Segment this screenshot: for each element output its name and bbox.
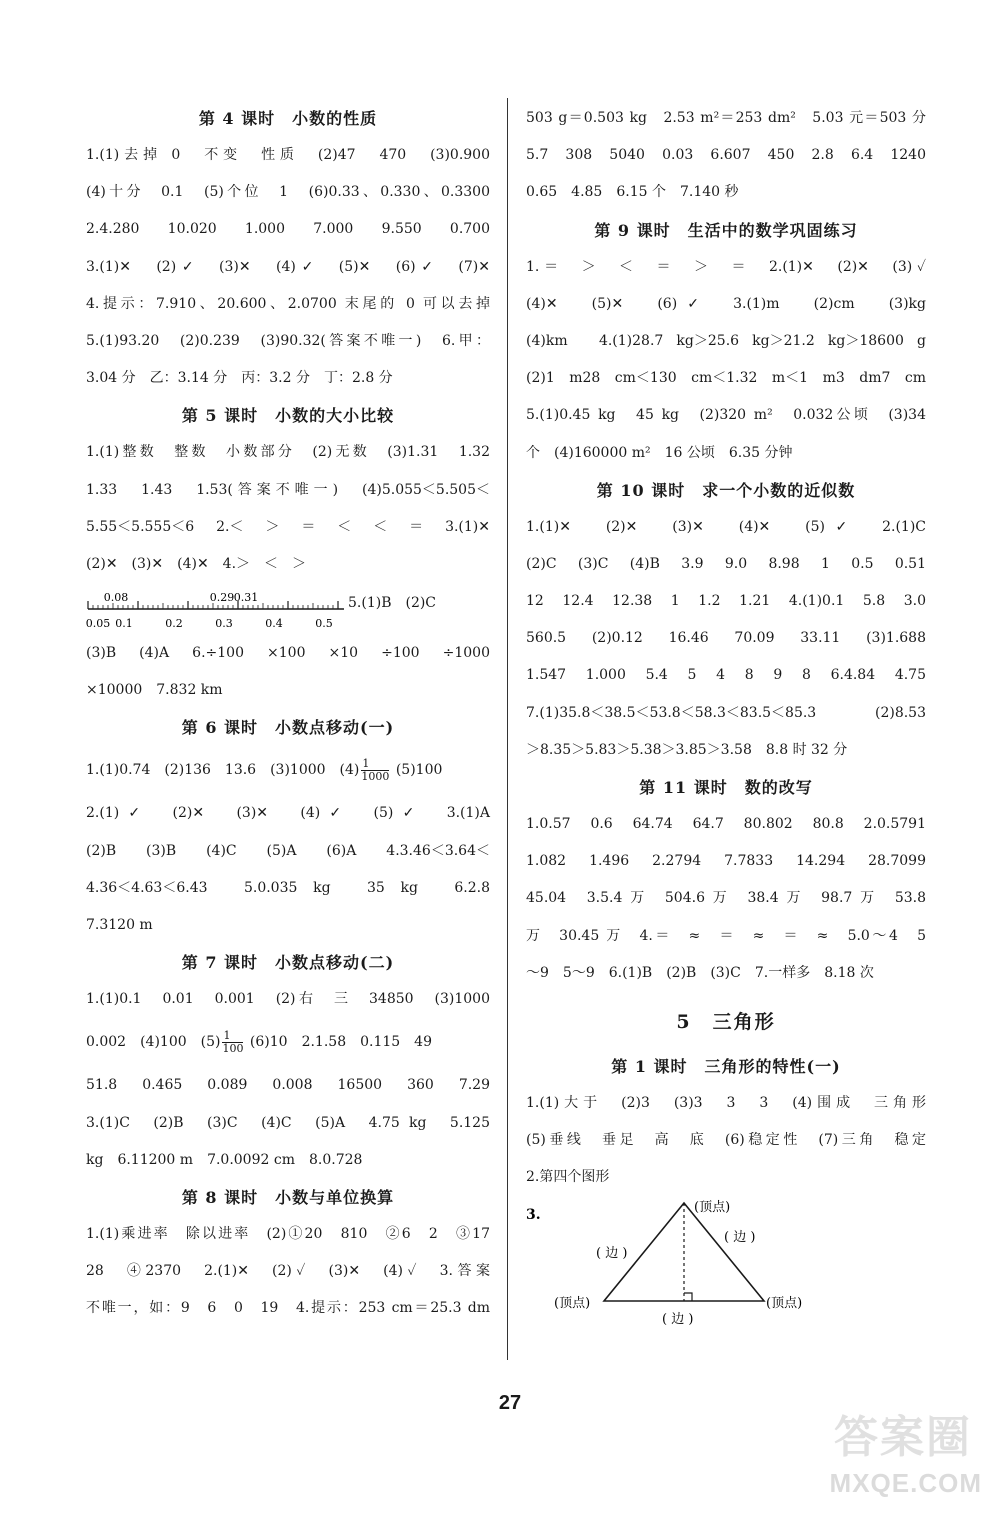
answer-line: 1.(1)大于 (2)3 (3)3 3 3 (4)围成 三角形 [526,1094,926,1111]
answer-line: 3.04 分 乙：3.14 分 丙：3.2 分 丁：2.8 分 [86,370,393,387]
unit-title: 5 三角形 [676,1010,776,1033]
answer-line: (2)1 m28 cm＜130 cm＜1.32 m＜1 m3 dm7 cm [526,370,926,387]
answer-line: ×10000 7.832 km [86,682,223,699]
answer-line: ＞8.35＞5.83＞5.38＞3.85＞3.58 8.8 时 32 分 [526,741,848,758]
left-side-label: ( 边 ) [596,1245,628,1261]
number-line-top-label: 0.08 [103,591,129,605]
answer-line: 1.(1)乘进率 除以进率 (2)①20 810 ②6 2 ③17 [86,1225,490,1242]
right-vertex-label: (顶点) [766,1295,803,1311]
section-title-6: 第 6 课时 小数点移动(一) [181,718,395,738]
answer-line: 503 g＝0.503 kg 2.53 m²＝253 dm² 5.03 元＝503 分 [526,110,926,126]
answer-line: 4.提示：7.910、20.600、2.0700 末尾的 0 可以去掉 [86,295,490,312]
watermark-site: MXQE.COM [829,1468,982,1498]
answer-line: 1.082 1.496 2.2794 7.7833 14.294 28.7099 [526,853,926,870]
section-title-7: 第 7 课时 小数点移动(二) [181,953,395,973]
answer-line: 3.(1)✕ (2)✓ (3)✕ (4)✓ (5)✕ (6)✓ (7)✕ [86,258,490,275]
answer-text: (5)100 [395,762,443,779]
answer-line: (4)✕ (5)✕ (6)✓ 3.(1)m (2)cm (3)kg [526,295,926,312]
answer-line: 1.(1)0.1 0.01 0.001 (2)右 三 34850 (3)1000 [86,991,490,1008]
answer-line: 12 12.4 12.38 1 1.2 1.21 4.(1)0.1 5.8 3.0 [526,593,926,610]
section-title-5: 第 5 课时 小数的大小比较 [181,406,395,426]
question-number: 3. [526,1206,541,1223]
number-line-bottom-label: 0.05 [85,617,111,631]
number-line-bottom-label: 0.4 [265,617,283,631]
answer-line: 5.(1)0.45 kg 45 kg (2)320 m² 0.032公顷 (3)34 [526,407,926,424]
fraction-denominator: 100 [222,1041,244,1055]
answer-line: 万 30.45 万 4.＝ ≈ ＝ ≈ ＝ ≈ 5.0～4 5 [526,927,926,944]
answer-line: (2)C (3)C (4)B 3.9 9.0 8.98 1 0.5 0.51 [526,555,926,572]
answer-line: 2.第四个图形 [526,1169,610,1186]
number-line-figure [86,589,490,633]
fraction-numerator: 1 [222,1030,243,1043]
section-title-t1: 第 1 课时 三角形的特性(一) [611,1056,841,1076]
answer-line: (4)十分 0.1 (5)个位 1 (6)0.33、0.330、0.3300 [86,184,490,201]
section-title-9: 第 9 课时 生活中的数学巩固练习 [594,220,858,240]
number-line-bottom-label: 0.1 [115,617,133,631]
section-title-11: 第 11 课时 数的改写 [639,778,813,797]
answer-text: (6)10 2.1.58 0.115 49 [249,1034,432,1051]
number-line-bottom-label: 0.2 [165,617,183,631]
fraction-numerator: 1 [361,758,389,771]
unit-heading [526,996,926,1048]
answer-line: 28 ④2370 2.(1)✕ (2)✓ (3)✕ (4)✓ 3.答案 [86,1263,490,1280]
answer-line: 1.(1)整数 整数 小数部分 (2)无数 (3)1.31 1.32 [86,444,490,461]
triangle-figure [526,1197,926,1327]
fraction [361,758,389,783]
answer-line: 1.547 1.000 5.4 5 4 8 9 8 6.4.84 4.75 [526,667,926,684]
answer-line: 2.(1)✓ (2)✕ (3)✕ (4)✓ (5)✓ 3.(1)A [86,805,490,822]
page-number: 27 [498,1392,522,1414]
answer-line: 0.65 4.85 6.15 个 7.140 秒 [526,184,739,201]
number-line-bottom-label: 0.5 [315,617,333,631]
answer-line: 3.(1)C (2)B (3)C (4)C (5)A 4.75 kg 5.125 [86,1114,490,1131]
fraction [222,1030,243,1055]
watermark [802,1397,992,1507]
answer-line: 51.8 0.465 0.089 0.008 16500 360 7.29 [86,1077,490,1094]
section-title-8: 第 8 课时 小数与单位换算 [181,1187,395,1207]
answer-line: 个 (4)160000 m² 16 公顷 6.35 分钟 [526,444,793,461]
answer-line: 不唯一，如：9 6 0 19 4.提示：253 cm＝25.3 dm [86,1300,490,1317]
left-column [86,100,490,1328]
answer-line: 1.33 1.43 1.53(答案不唯一) (4)5.055＜5.505＜ [86,481,490,498]
answer-line [86,746,490,795]
left-vertex-label: (顶点) [554,1295,591,1311]
answer-line: 45.04 3.5.4 万 504.6 万 38.4 万 98.7 万 53.8 [526,890,926,907]
number-line [86,589,346,633]
right-column [526,100,926,1327]
answer-line: 5.7 308 5040 0.03 6.607 450 2.8 6.4 1240 [526,147,926,164]
fraction-denominator: 1000 [361,769,390,783]
answer-line: (3)B (4)A 6.÷100 ×100 ×10 ÷100 ÷1000 [86,645,490,662]
watermark-logo: 答案圈 [834,1412,972,1463]
answer-line: 5.(1)93.20 (2)0.239 (3)90.32(答案不唯一) 6.甲： [86,332,490,349]
base-label: ( 边 ) [662,1311,694,1327]
answer-line: 7.3120 m [86,917,153,933]
answer-line: 2.4.280 10.020 1.000 7.000 9.550 0.700 [86,221,490,238]
answer-text: 0.002 (4)100 (5) [86,1034,221,1051]
answer-line: 1.0.57 0.6 64.74 64.7 80.802 80.8 2.0.5791 [526,816,926,832]
column-divider [507,98,508,1360]
answer-line: (2)B (3)B (4)C (5)A (6)A 4.3.46＜3.64＜ [86,842,490,859]
answer-line: ～9 5～9 6.(1)B (2)B (3)C 7.一样多 8.18 次 [526,964,874,981]
number-line-top-label: 0.29 [209,591,235,605]
number-line-bottom-label: 0.3 [215,617,233,631]
apex-label: (顶点) [694,1199,731,1215]
number-line-top-label: 0.31 [233,591,259,605]
right-angle-mark [684,1293,692,1301]
answer-line: (4)km 4.(1)28.7 kg＞25.6 kg＞21.2 kg＞18600 g [526,332,926,349]
answer-line: 4.36＜4.63＜6.43 5.0.035 kg 35 kg 6.2.8 [86,879,490,896]
section-title-4: 第 4 课时 小数的性质 [198,109,378,128]
answer-text: 5.(1)B (2)C [348,595,437,612]
answer-line: 1.(1)✕ (2)✕ (3)✕ (4)✕ (5)✓ 2.(1)C [526,518,926,535]
answer-line: (2)✕ (3)✕ (4)✕ 4.＞ ＜ ＞ [86,555,307,572]
answer-line: 1.(1)去掉 0 不变 性质 (2)47 470 (3)0.900 [86,147,490,163]
right-side-label: ( 边 ) [724,1229,756,1245]
answer-line: 5.55＜5.555＜6 2.＜ ＞ ＝ ＜ ＜ ＝ 3.(1)✕ [86,518,490,535]
answer-line: 560.5 (2)0.12 16.46 70.09 33.11 (3)1.688 [526,630,926,647]
answer-line: kg 6.11200 m 7.0.0092 cm 8.0.728 [86,1151,363,1168]
answer-line [86,1018,490,1067]
answer-text: 1.(1)0.74 (2)136 13.6 (3)1000 (4) [86,762,360,779]
section-title-10: 第 10 课时 求一个小数的近似数 [596,480,856,500]
triangle-diagram [526,1197,926,1327]
answer-line: (5)垂线 垂足 高 底 (6)稳定性 (7)三角 稳定 [526,1132,926,1149]
answer-line: 7.(1)35.8＜38.5＜53.8＜58.3＜83.5＜85.3 (2)8.53 [526,704,926,721]
answer-line: 1.＝ ＞ ＜ ＝ ＞ ＝ 2.(1)✕ (2)✕ (3)✓ [526,258,926,275]
